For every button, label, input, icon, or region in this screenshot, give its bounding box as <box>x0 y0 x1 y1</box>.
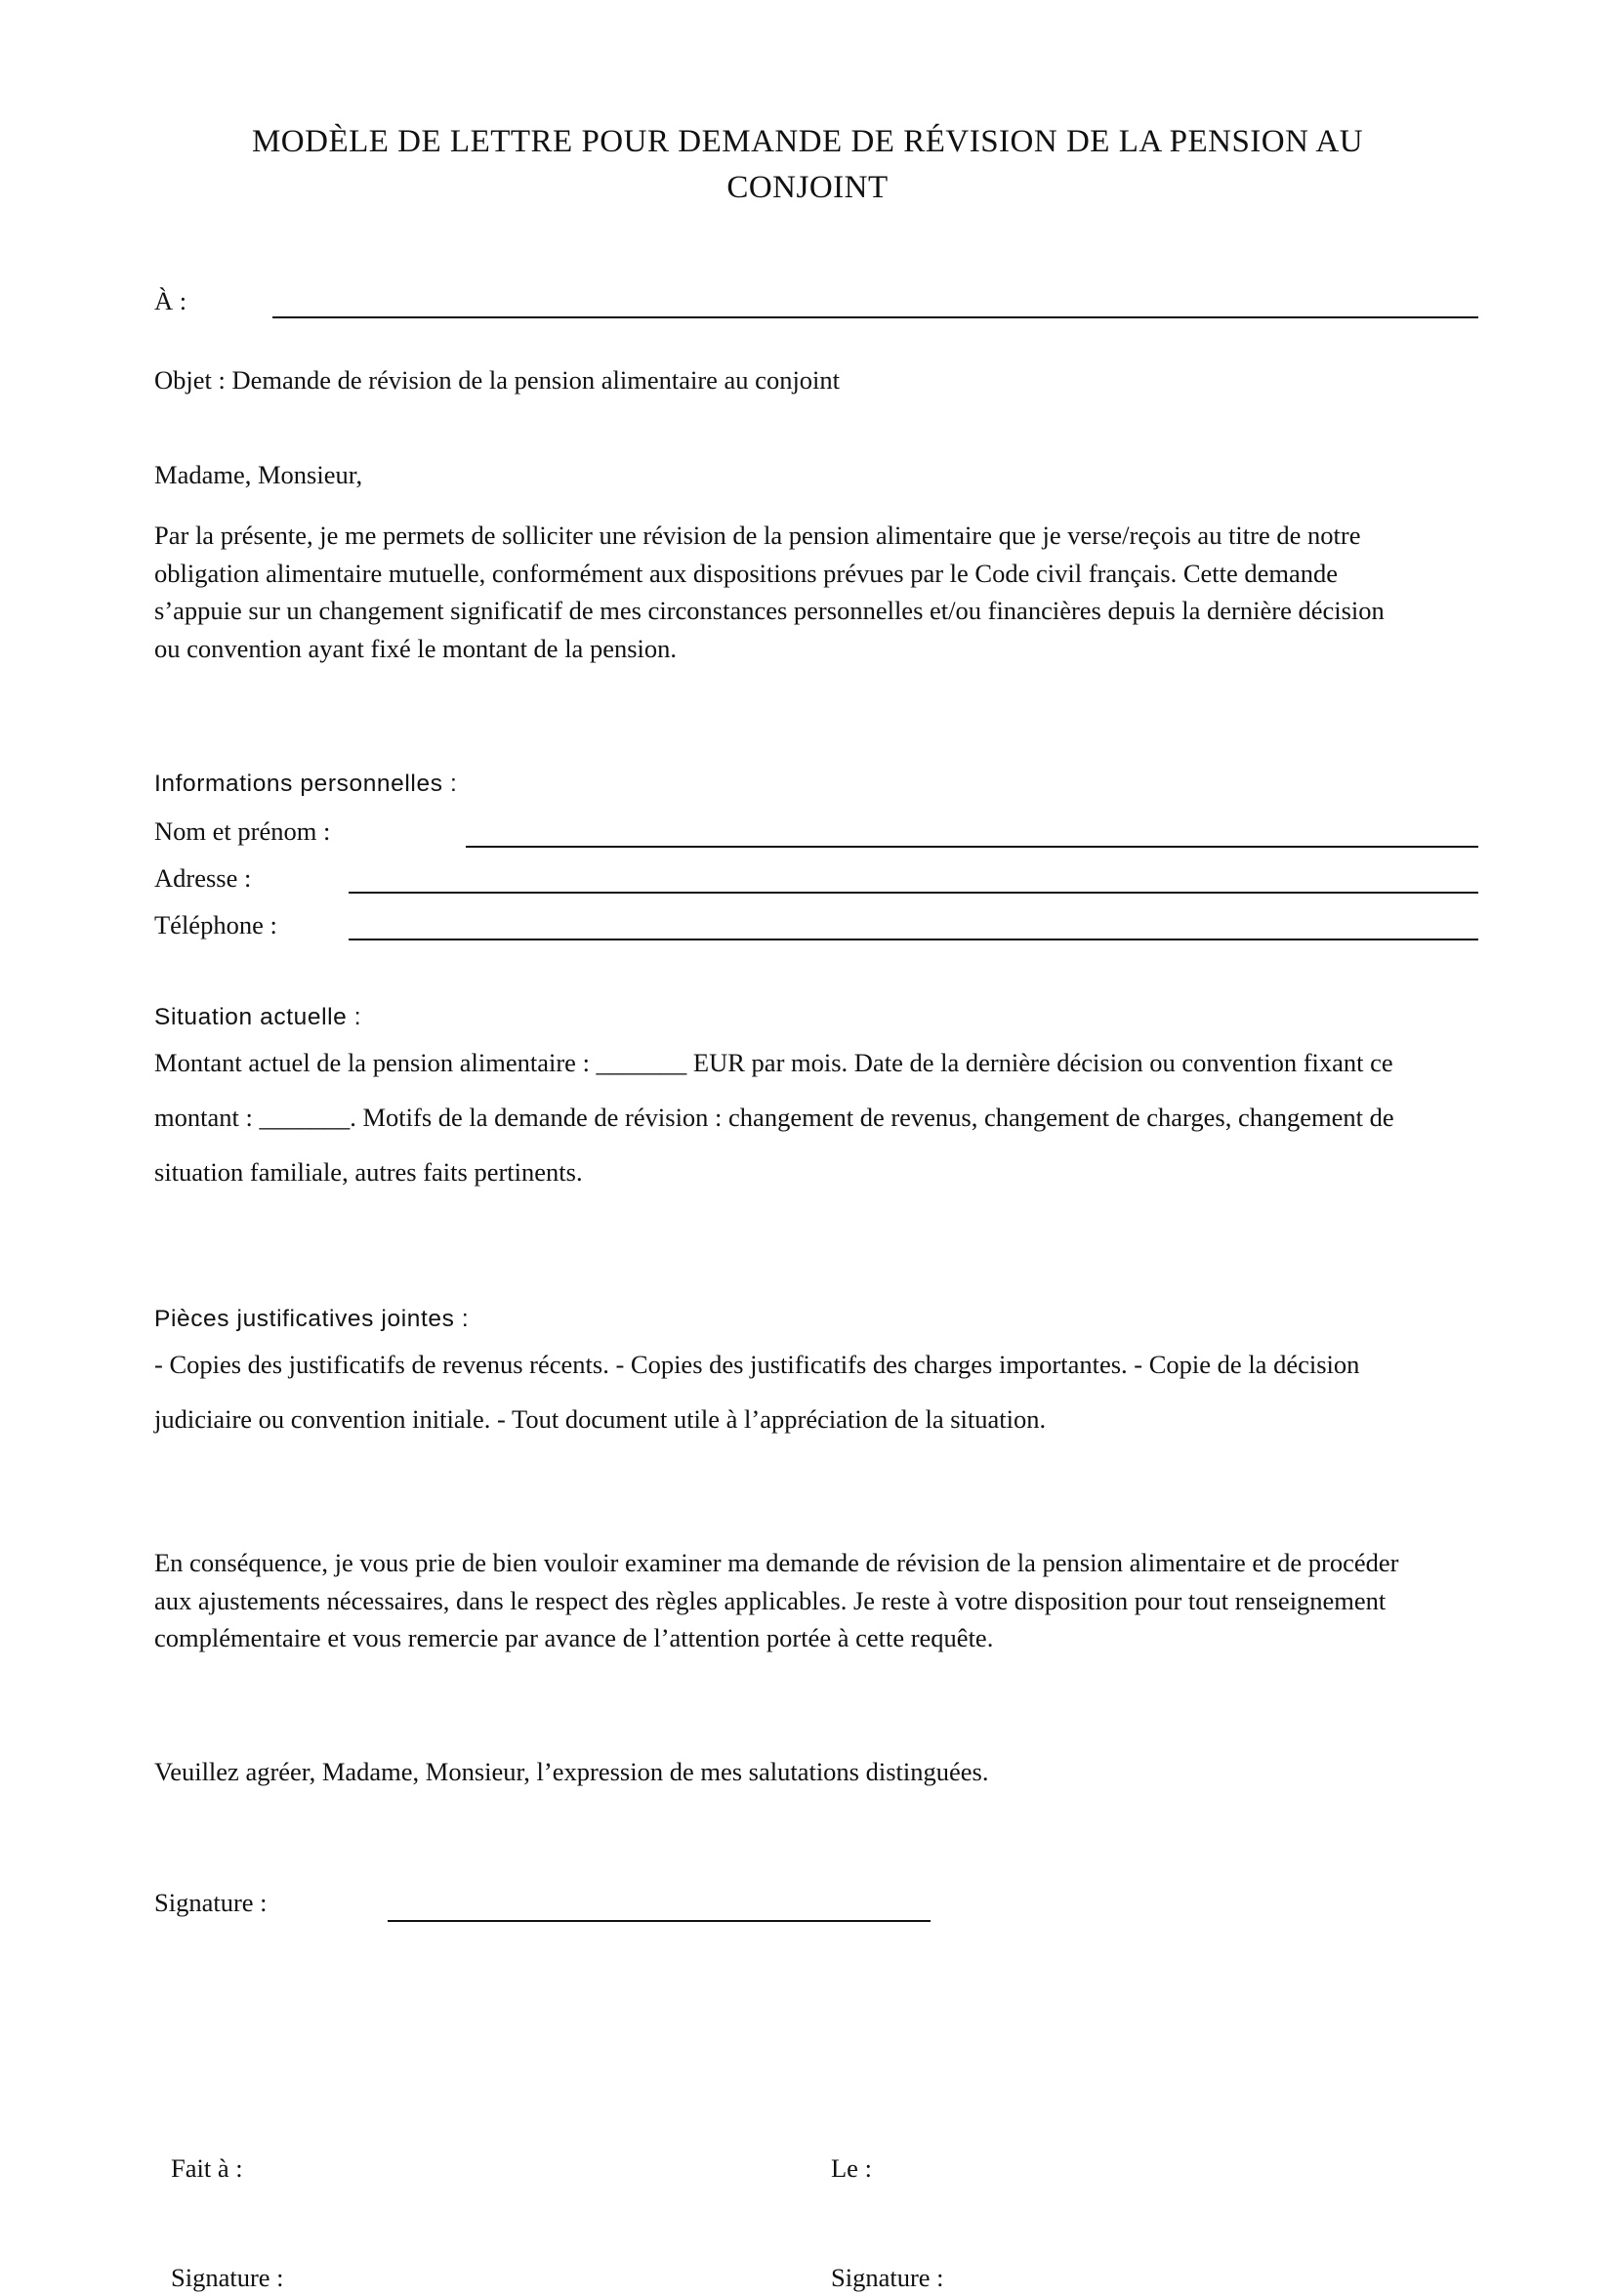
situation-paragraph <box>154 1035 1468 1199</box>
conclusion-line: En conséquence, je vous prie de bien vouloir examiner ma demande de révision de la pension alimentaire et de procéder <box>154 1548 1399 1577</box>
intro-paragraph <box>154 517 1468 667</box>
subject-line: Objet : Demande de révision de la pension alimentaire au conjoint <box>154 365 841 395</box>
document-title-line-1: MODÈLE DE LETTRE POUR DEMANDE DE RÉVISION DE LA PENSION AU <box>251 124 1364 159</box>
footer-signature-left: Signature : <box>171 2263 284 2292</box>
date-label: Le : <box>831 2153 872 2183</box>
attachments-heading: Pièces justificatives jointes : <box>154 1306 470 1332</box>
document-title-line-2: CONJOINT <box>726 170 889 205</box>
attachments-line: judiciaire ou convention initiale. - Tout document utile à l’appréciation de la situation. <box>154 1404 1047 1434</box>
name-input-line[interactable] <box>466 846 1478 848</box>
address-label: Adresse : <box>154 863 252 893</box>
footer-signature-right: Signature : <box>831 2263 944 2292</box>
recipient-input-line[interactable] <box>272 316 1478 318</box>
intro-line: Par la présente, je me permets de solliciter une révision de la pension alimentaire que je verse/reçois au titre de notre <box>154 521 1361 550</box>
address-input-line[interactable] <box>349 892 1478 894</box>
document-title <box>0 119 1615 211</box>
closing-formula: Veuillez agréer, Madame, Monsieur, l’expression de mes salutations distinguées. <box>154 1757 989 1786</box>
signature-input-line[interactable] <box>388 1920 931 1922</box>
recipient-label: À : <box>154 286 187 315</box>
intro-line: ou convention ayant fixé le montant de la pension. <box>154 633 678 663</box>
situation-line: montant : _______. Motifs de la demande de révision : changement de revenus, changement de charges, changement de <box>154 1103 1394 1132</box>
personal-info-heading: Informations personnelles : <box>154 771 458 797</box>
name-label: Nom et prénom : <box>154 816 331 846</box>
intro-line: obligation alimentaire mutuelle, conformément aux dispositions prévues par le Code civil français. Cette demande <box>154 558 1339 588</box>
conclusion-paragraph <box>154 1544 1468 1657</box>
phone-input-line[interactable] <box>349 939 1478 940</box>
situation-heading: Situation actuelle : <box>154 1004 362 1030</box>
attachments-paragraph <box>154 1337 1468 1446</box>
situation-line: Montant actuel de la pension alimentaire : _______ EUR par mois. Date de la dernière décision ou convention fixant ce <box>154 1048 1393 1077</box>
intro-line: s’appuie sur un changement significatif de mes circonstances personnelles et/ou financières depuis la dernière décision <box>154 596 1385 625</box>
conclusion-line: aux ajustements nécessaires, dans le respect des règles applicables. Je reste à votre disposition pour tout renseignement <box>154 1585 1387 1615</box>
salutation: Madame, Monsieur, <box>154 460 363 489</box>
signature-label: Signature : <box>154 1888 268 1917</box>
conclusion-line: complémentaire et vous remercie par avance de l’attention portée à cette requête. <box>154 1623 994 1652</box>
phone-label: Téléphone : <box>154 910 277 939</box>
situation-line: situation familiale, autres faits pertinents. <box>154 1157 583 1187</box>
place-label: Fait à : <box>171 2153 243 2183</box>
attachments-line: - Copies des justificatifs de revenus récents. - Copies des justificatifs des charges importantes. - Copie de la décision <box>154 1350 1360 1379</box>
